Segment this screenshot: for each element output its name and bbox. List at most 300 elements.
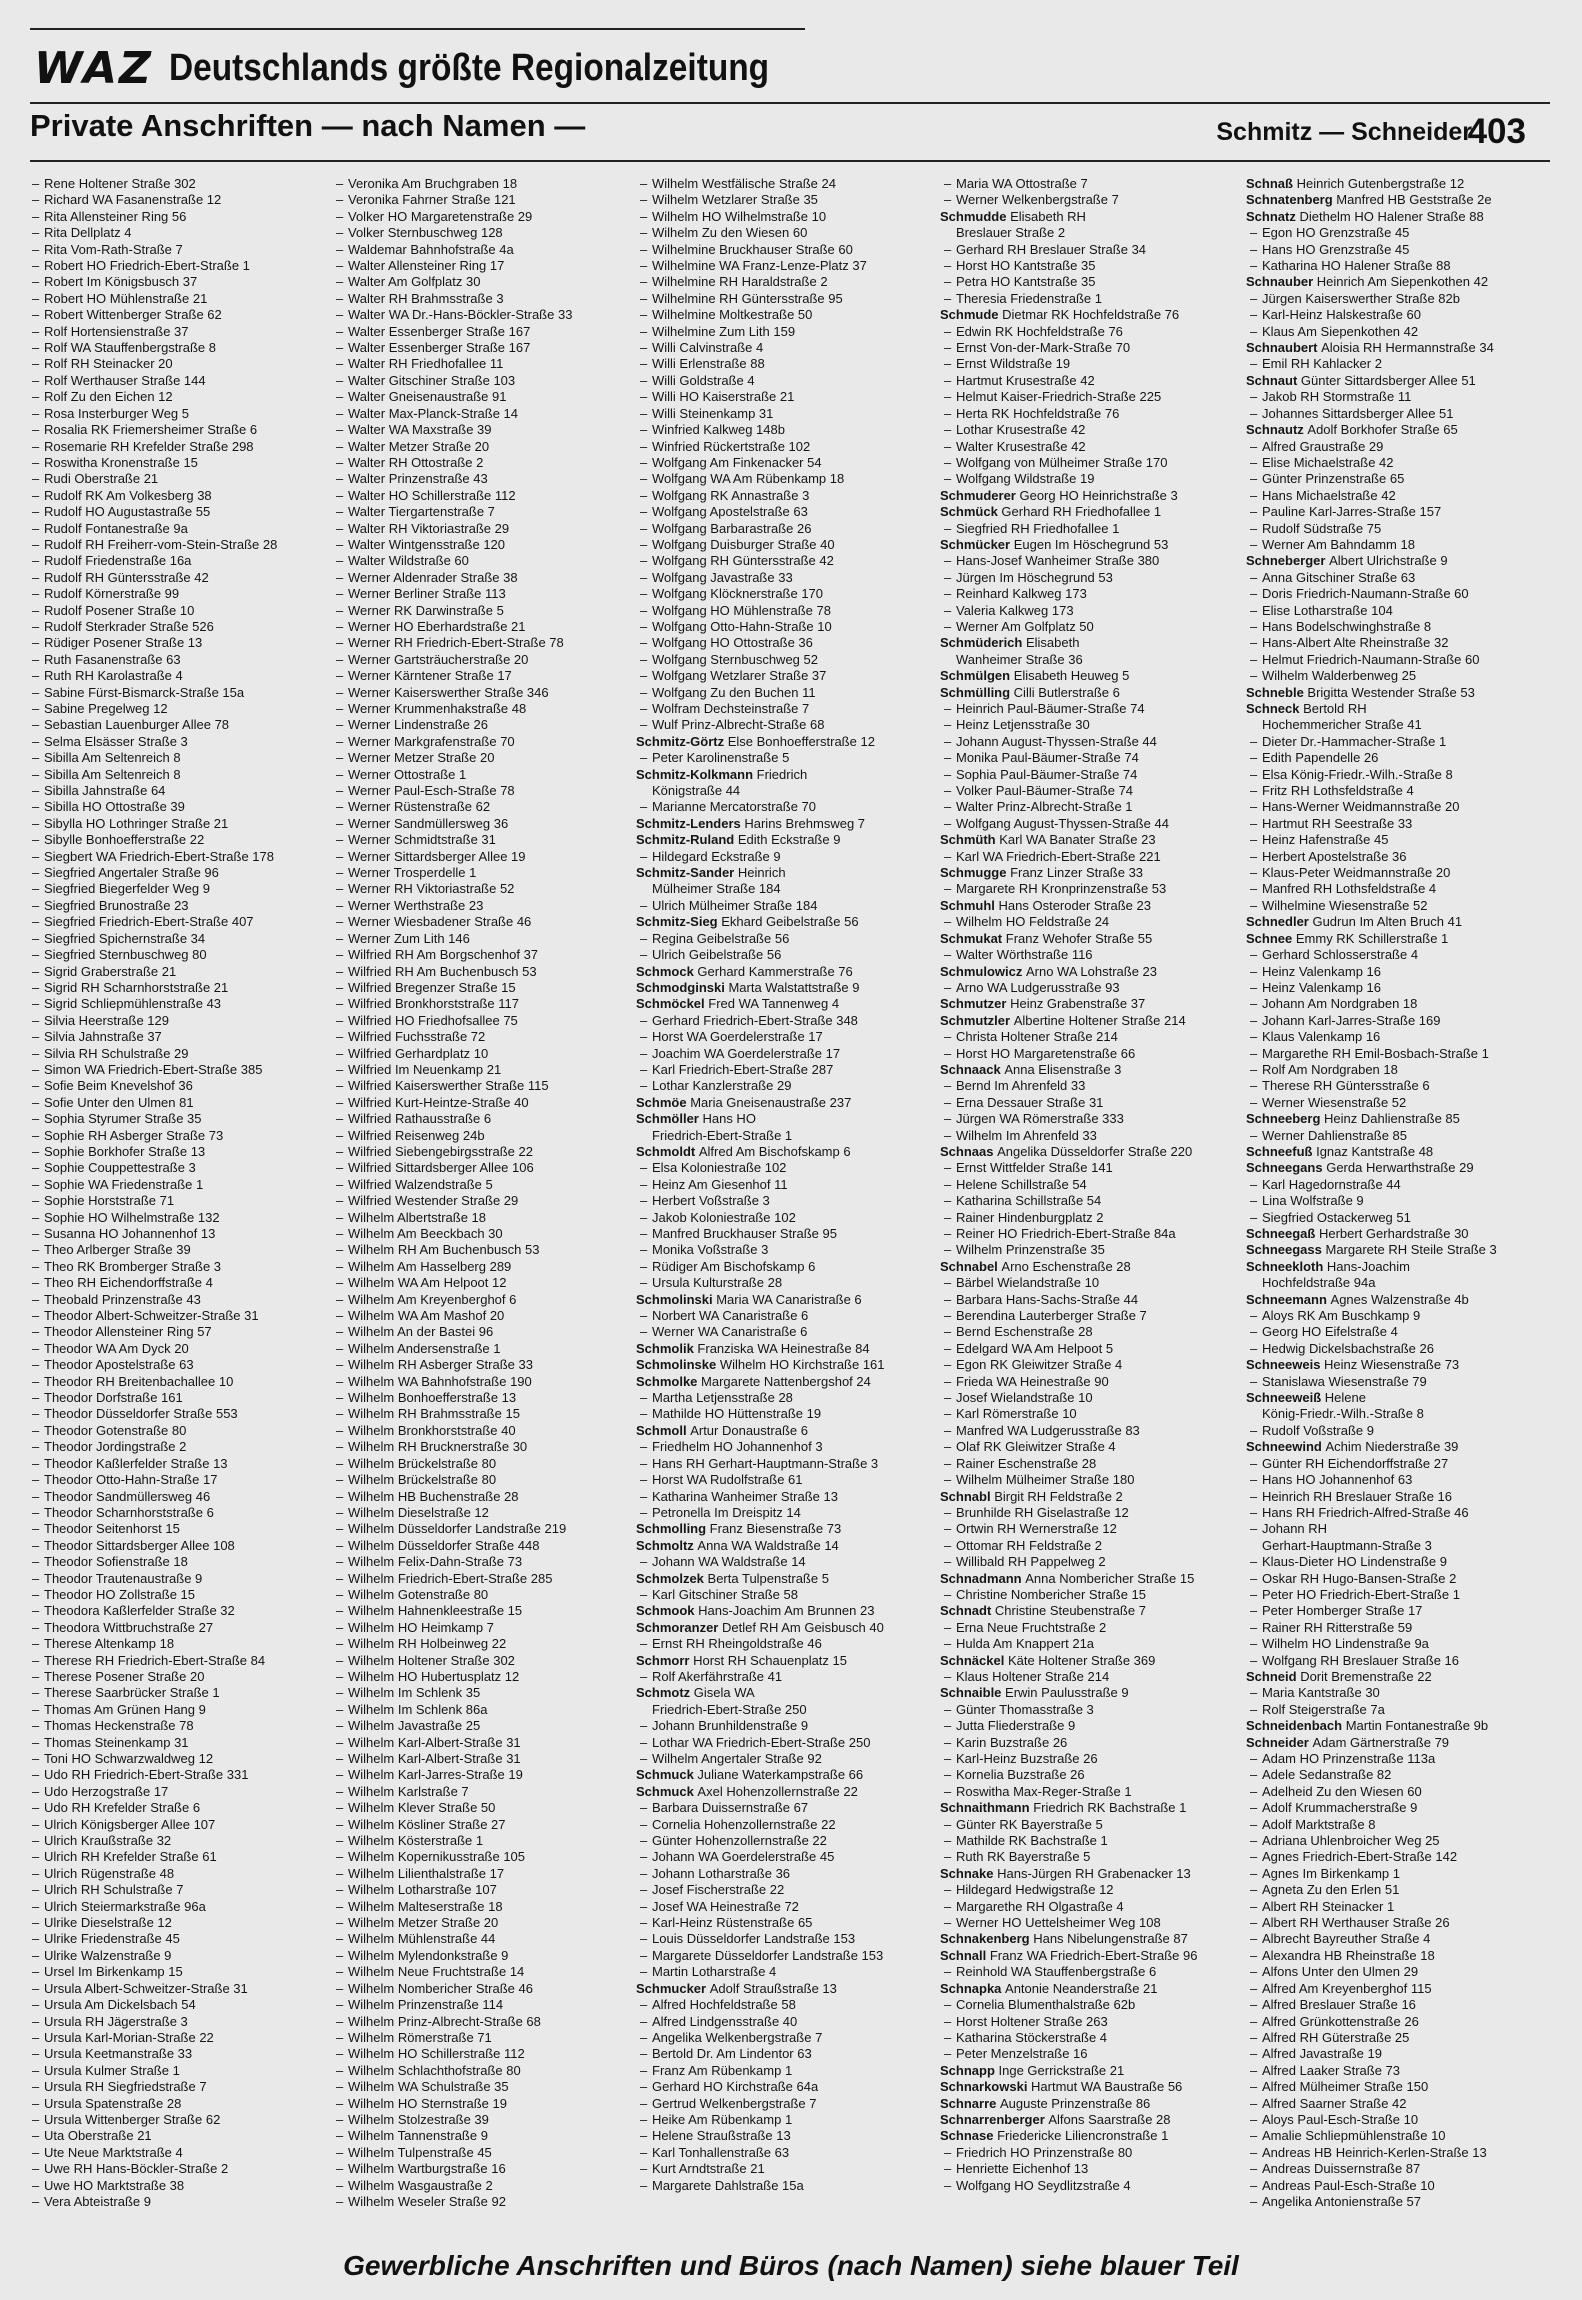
entry-dash: –	[944, 2046, 952, 2062]
entry-text: Theodor Düsseldorfer Straße 553	[44, 1406, 238, 1422]
entry-dash: –	[640, 1718, 648, 1734]
directory-entry	[332, 1784, 632, 1800]
entry-dash: –	[944, 454, 952, 470]
entry-dash: –	[32, 2095, 40, 2111]
entry-text: Wilhelm Am Kreyenberghof 6	[348, 1291, 517, 1307]
entry-text: Angelika Welkenbergstraße 7	[652, 2029, 823, 2045]
entry-dash: –	[336, 422, 344, 438]
entry-dash: –	[640, 258, 648, 274]
entry-dash: –	[336, 1997, 344, 2013]
entry-surname: Schneeberg	[1246, 1111, 1325, 1127]
entry-surname: Schmuck	[636, 1767, 698, 1783]
entry-dash: –	[336, 553, 344, 569]
entry-text: Katharina HO Halener Straße 88	[1262, 258, 1451, 274]
entry-dash: –	[640, 1406, 648, 1422]
entry-dash: –	[336, 1488, 344, 1504]
directory-entry	[940, 1931, 1240, 1947]
entry-dash: –	[336, 1078, 344, 1094]
directory-entry	[1246, 1292, 1546, 1308]
entry-dash: –	[944, 2161, 952, 2177]
entry-text: Regina Geibelstraße 56	[652, 930, 790, 946]
directory-entry	[332, 685, 632, 701]
directory-entry	[332, 1866, 632, 1882]
entry-text: Alfred Mülheimer Straße 150	[1262, 2079, 1429, 2095]
entry-dash: –	[32, 963, 40, 979]
entry-dash: –	[640, 1734, 648, 1750]
directory-entry	[28, 783, 328, 799]
entry-text: Rudolf Körnerstraße 99	[44, 586, 180, 602]
entry-text: Margarete Düsseldorfer Landstraße 153	[652, 1947, 884, 1963]
directory-entry	[636, 1062, 936, 1078]
directory-entry	[1246, 898, 1546, 914]
directory-entry	[332, 1046, 632, 1062]
directory-entry	[28, 488, 328, 504]
entry-text: Käte Holtener Straße 369	[1007, 1652, 1156, 1668]
entry-text: Walter Metzer Straße 20	[348, 438, 490, 454]
entry-text: Manfred RH Lothsfeldstraße 4	[1262, 881, 1437, 897]
entry-text: Theodor Sandmüllersweg 46	[44, 1488, 211, 1504]
entry-dash: –	[336, 1160, 344, 1176]
directory-entry	[28, 767, 328, 783]
entry-surname: Schnabel	[940, 1258, 1002, 1274]
entry-text: Hans-Joachim Am Brunnen 23	[698, 1603, 875, 1619]
directory-entry	[940, 1439, 1240, 1455]
entry-text: Ruth RK Bayerstraße 5	[956, 1849, 1091, 1865]
entry-dash: –	[944, 1586, 952, 1602]
entry-text: Reiner HO Friedrich-Ebert-Straße 84a	[956, 1226, 1176, 1241]
directory-entry	[636, 439, 936, 455]
directory-entry	[940, 307, 1240, 323]
entry-text: Wolfgang Zu den Buchen 11	[652, 684, 816, 700]
directory-entry	[332, 619, 632, 635]
entry-dash: –	[32, 1603, 40, 1619]
entry-text: Wilfried Kurt-Heintze-Straße 40	[348, 1094, 529, 1110]
directory-entry	[1246, 1505, 1546, 1521]
directory-entry	[28, 603, 328, 619]
entry-surname: Schneidenbach	[1246, 1718, 1346, 1734]
entry-dash: –	[32, 815, 40, 831]
directory-entry	[332, 1357, 632, 1373]
entry-text: Peter Karolinenstraße 5	[652, 750, 790, 766]
header-rule-bottom	[30, 160, 1550, 162]
entry-text: Franz Wehofer Straße 55	[1005, 930, 1153, 946]
directory-entry	[332, 996, 632, 1012]
entry-dash: –	[32, 553, 40, 569]
entry-dash: –	[944, 1045, 952, 1061]
entry-dash: –	[1250, 799, 1258, 815]
entry-text: Ernst Wittfelder Straße 141	[956, 1160, 1113, 1176]
directory-entry	[28, 570, 328, 586]
entry-dash: –	[336, 372, 344, 388]
entry-text: Theodor Dorfstraße 161	[44, 1390, 183, 1406]
entry-dash: –	[32, 1751, 40, 1766]
entry-text: Karl-Heinz Rüstenstraße 65	[652, 1915, 813, 1931]
entry-text: Angelika Antonienstraße 57	[1262, 2193, 1421, 2209]
directory-entry	[636, 192, 936, 208]
directory-entry	[636, 1439, 936, 1455]
directory-entry	[332, 799, 632, 815]
directory-entry	[332, 521, 632, 537]
directory-entry	[28, 1981, 328, 1997]
directory-entry	[332, 652, 632, 668]
entry-text: Walter Prinz-Albrecht-Straße 1	[956, 799, 1133, 815]
entry-dash: –	[944, 1734, 952, 1750]
directory-entry	[940, 373, 1240, 389]
entry-text: Winfried Kalkweg 148b	[652, 422, 785, 438]
entry-text: Albert Ulrichstraße 9	[1329, 553, 1448, 569]
entry-text: Werner Rüstenstraße 62	[348, 799, 491, 815]
directory-entry	[332, 471, 632, 487]
entry-dash: –	[336, 1603, 344, 1619]
entry-text: Hartmut Krusestraße 42	[956, 372, 1095, 388]
entry-text: Ignaz Kantstraße 48	[1316, 1143, 1434, 1159]
entry-text: Ortwin RH Wernerstraße 12	[956, 1521, 1117, 1537]
entry-text: Siegfried Sternbuschweg 80	[44, 947, 207, 963]
entry-dash: –	[32, 307, 40, 323]
entry-text: Theodora Wittbruchstraße 27	[44, 1619, 214, 1635]
directory-entry	[332, 1013, 632, 1029]
directory-entry	[28, 1849, 328, 1865]
directory-entry	[636, 1981, 936, 1997]
entry-text: Eugen Im Höschegrund 53	[1013, 536, 1169, 552]
directory-entry	[1246, 1735, 1546, 1751]
directory-entry	[28, 849, 328, 865]
directory-entry	[636, 2128, 936, 2144]
entry-text: Wilhelm RH Asberger Straße 33	[348, 1357, 533, 1373]
directory-entry	[28, 668, 328, 684]
directory-entry	[940, 258, 1240, 274]
entry-dash: –	[336, 865, 344, 881]
directory-entry	[1246, 881, 1546, 897]
entry-dash: –	[336, 668, 344, 684]
directory-entry	[636, 849, 936, 865]
entry-text: Georg HO Eifelstraße 4	[1262, 1324, 1398, 1340]
directory-entry	[332, 1702, 632, 1718]
directory-entry	[636, 1964, 936, 1980]
entry-dash: –	[944, 1406, 952, 1422]
directory-entry	[940, 865, 1240, 881]
directory-entry	[940, 1062, 1240, 1078]
entry-text: Mülheimer Straße 184	[652, 881, 781, 897]
directory-entry	[1246, 2030, 1546, 2046]
directory-entry	[332, 1177, 632, 1193]
entry-text: Rita Dellplatz 4	[44, 225, 132, 241]
entry-dash: –	[640, 323, 648, 339]
entry-dash: –	[640, 1751, 648, 1766]
entry-text: Petronella Im Dreispitz 14	[652, 1504, 801, 1520]
directory-entry	[636, 668, 936, 684]
directory-entry	[28, 537, 328, 553]
directory-entry	[1246, 2063, 1546, 2079]
directory-entry	[1246, 1357, 1546, 1373]
entry-surname: Schnedler	[1246, 914, 1313, 930]
entry-text: Rudolf Südstraße 75	[1262, 520, 1382, 536]
entry-text: Johann WA Waldstraße 14	[652, 1554, 806, 1570]
directory-entry	[28, 2128, 328, 2144]
entry-dash: –	[336, 2046, 344, 2062]
directory-entry	[940, 1833, 1240, 1849]
entry-text: Ulrich Steiermarkstraße 96a	[44, 1898, 206, 1914]
entry-dash: –	[640, 1209, 648, 1225]
directory-entry	[332, 2161, 632, 2177]
directory-entry	[332, 1324, 632, 1340]
entry-dash: –	[336, 635, 344, 651]
entry-dash: –	[1250, 1029, 1258, 1045]
directory-entry	[28, 439, 328, 455]
directory-entry	[940, 1505, 1240, 1521]
entry-text: Walter Wörthstraße 116	[956, 947, 1093, 963]
entry-dash: –	[1250, 2128, 1258, 2144]
entry-surname: Schmülgen	[940, 668, 1014, 684]
entry-dash: –	[32, 1668, 40, 1684]
directory-entry	[636, 373, 936, 389]
directory-entry	[332, 1751, 632, 1767]
directory-entry	[332, 1062, 632, 1078]
entry-text: Wilhelm Friedrich-Ebert-Straße 285	[348, 1570, 553, 1586]
directory-entry	[1246, 422, 1546, 438]
entry-text: Josef Fischerstraße 22	[652, 1882, 785, 1898]
directory-entry	[332, 783, 632, 799]
entry-dash: –	[944, 766, 952, 782]
entry-text: Wilhelm Hahnenkleestraße 15	[348, 1603, 523, 1619]
entry-dash: –	[640, 1586, 648, 1602]
directory-entry	[1246, 274, 1546, 290]
directory-entry	[1246, 1554, 1546, 1570]
entry-surname: Schmitz-Kolkmann	[636, 766, 757, 782]
entry-dash: –	[32, 618, 40, 634]
entry-dash: –	[32, 1258, 40, 1274]
entry-dash: –	[32, 1373, 40, 1389]
directory-entry	[28, 1029, 328, 1045]
entry-text: Louis Düsseldorfer Landstraße 153	[652, 1931, 856, 1947]
entry-dash: –	[1250, 1849, 1258, 1865]
directory-entry	[28, 2096, 328, 2112]
entry-text: Siegfried Biegerfelder Weg 9	[44, 881, 210, 897]
entry-dash: –	[336, 1668, 344, 1684]
entry-text: Gerhard Schlosserstraße 4	[1262, 947, 1419, 963]
directory-entry	[1246, 2046, 1546, 2062]
directory-entry	[28, 947, 328, 963]
entry-dash: –	[640, 2062, 648, 2078]
entry-dash: –	[640, 372, 648, 388]
entry-text: Wilhelm WA Schulstraße 35	[348, 2079, 509, 2095]
entry-text: Theo RK Bromberger Straße 3	[44, 1258, 222, 1274]
entry-dash: –	[336, 2079, 344, 2095]
entry-surname: Schmück	[940, 504, 1002, 520]
entry-dash: –	[1250, 1012, 1258, 1028]
entry-dash: –	[32, 372, 40, 388]
directory-entry	[28, 1817, 328, 1833]
directory-entry	[1246, 1882, 1546, 1898]
entry-text: Waldemar Bahnhofstraße 4a	[348, 241, 514, 257]
directory-entry	[1246, 1472, 1546, 1488]
directory-entry	[28, 471, 328, 487]
entry-text: Axel Hohenzollernstraße 22	[697, 1783, 858, 1799]
entry-text: Agnes Im Birkenkamp 1	[1262, 1865, 1401, 1881]
entry-dash: –	[1250, 602, 1258, 618]
entry-dash: –	[336, 1751, 344, 1766]
directory-entry	[636, 1095, 936, 1111]
directory-entry	[1246, 1571, 1546, 1587]
entry-dash: –	[336, 947, 344, 963]
entry-dash: –	[640, 897, 648, 913]
entry-surname: Schmolik	[636, 1340, 698, 1356]
directory-entry	[28, 1685, 328, 1701]
entry-text: Sophie Borkhofer Straße 13	[44, 1143, 206, 1159]
entry-text: Werner Gartsträucherstraße 20	[348, 651, 529, 667]
directory-entry	[940, 2014, 1240, 2030]
entry-text: Wilfried Reisenweg 24b	[348, 1127, 485, 1143]
entry-text: Johann August-Thyssen-Straße 44	[956, 733, 1157, 749]
entry-text: Wilhelm Im Schlenk 35	[348, 1685, 481, 1701]
directory-entry	[332, 455, 632, 471]
directory-entry	[1246, 1521, 1546, 1537]
directory-entry	[1246, 603, 1546, 619]
directory-entry	[636, 619, 936, 635]
directory-entry	[1246, 2096, 1546, 2112]
entry-text: Theodor Jordingstraße 2	[44, 1439, 187, 1455]
entry-text: Siegbert WA Friedrich-Ebert-Straße 178	[44, 848, 274, 864]
directory-entry	[1246, 225, 1546, 241]
entry-surname: Schneefuß	[1246, 1143, 1317, 1159]
directory-entry	[332, 1915, 632, 1931]
directory-entry	[332, 1538, 632, 1554]
entry-dash: –	[32, 1045, 40, 1061]
directory-entry	[940, 914, 1240, 930]
entry-dash: –	[336, 225, 344, 241]
entry-text: Walter RH Friedhofallee 11	[348, 356, 504, 372]
entry-dash: –	[32, 1685, 40, 1701]
directory-entry	[28, 1374, 328, 1390]
entry-text: Doris Friedrich-Naumann-Straße 60	[1262, 586, 1469, 602]
directory-entry	[28, 1013, 328, 1029]
entry-text: Heinrich Paul-Bäumer-Straße 74	[956, 701, 1145, 716]
entry-dash: –	[336, 192, 344, 208]
entry-dash: –	[32, 1226, 40, 1241]
entry-text: Robert Wittenberger Straße 62	[44, 307, 222, 323]
entry-dash: –	[640, 536, 648, 552]
entry-surname: Schmutzer	[940, 996, 1011, 1012]
entry-dash: –	[336, 504, 344, 520]
entry-text: Jürgen Im Höschegrund 53	[956, 569, 1113, 585]
entry-dash: –	[32, 290, 40, 306]
directory-entry	[636, 1242, 936, 1258]
entry-dash: –	[336, 1849, 344, 1865]
entry-text: Willi HO Kaiserstraße 21	[652, 389, 795, 405]
directory-entry	[636, 537, 936, 553]
directory-entry	[1246, 1784, 1546, 1800]
entry-dash: –	[336, 454, 344, 470]
entry-dash: –	[944, 340, 952, 356]
entry-dash: –	[336, 815, 344, 831]
entry-dash: –	[32, 2161, 40, 2177]
entry-dash: –	[32, 569, 40, 585]
entry-dash: –	[336, 1915, 344, 1931]
entry-dash: –	[640, 1816, 648, 1832]
directory-entry	[940, 1013, 1240, 1029]
directory-entry	[636, 422, 936, 438]
entry-dash: –	[944, 1209, 952, 1225]
footer-note: Gewerbliche Anschriften und Büros (nach Namen) siehe blauer Teil	[343, 2250, 1239, 2281]
directory-entry	[636, 652, 936, 668]
entry-dash: –	[640, 1176, 648, 1192]
directory-entry	[1246, 1833, 1546, 1849]
entry-dash: –	[336, 569, 344, 585]
entry-text: Bernd Eschenstraße 28	[956, 1324, 1093, 1340]
entry-text: Hochfeldstraße 94a	[1262, 1275, 1376, 1291]
directory-entry	[28, 1078, 328, 1094]
entry-dash: –	[336, 1537, 344, 1553]
directory-entry	[1246, 504, 1546, 520]
directory-entry	[636, 471, 936, 487]
entry-text: Wolfgang Wildstraße 19	[956, 471, 1095, 487]
directory-entry	[1246, 1751, 1546, 1767]
directory-entry	[28, 406, 328, 422]
entry-surname: Schnautz	[1246, 422, 1308, 438]
directory-entry	[1246, 1341, 1546, 1357]
entry-text: Cornelia Blumenthalstraße 62b	[956, 1997, 1136, 2013]
entry-dash: –	[1250, 1980, 1258, 1996]
directory-entry	[1246, 767, 1546, 783]
entry-text: Helmut Friedrich-Naumann-Straße 60	[1262, 651, 1480, 667]
entry-dash: –	[336, 783, 344, 799]
entry-text: Günter RH Eichendorffstraße 27	[1262, 1455, 1449, 1471]
directory-entry	[940, 242, 1240, 258]
entry-dash: –	[1250, 1127, 1258, 1143]
directory-entry	[332, 586, 632, 602]
entry-text: Wulf Prinz-Albrecht-Straße 68	[652, 717, 825, 733]
directory-entry	[28, 750, 328, 766]
entry-text: Klaus Valenkamp 16	[1262, 1029, 1381, 1045]
entry-text: Walter Max-Planck-Straße 14	[348, 405, 519, 421]
entry-text: Wilhelm HO Heimkamp 7	[348, 1619, 494, 1635]
entry-text: Hartmut WA Baustraße 56	[1031, 2079, 1183, 2095]
directory-entry	[940, 685, 1240, 701]
entry-dash: –	[336, 1061, 344, 1077]
entry-dash: –	[32, 340, 40, 356]
entry-text: Georg HO Heinrichstraße 3	[1019, 487, 1178, 503]
entry-text: Olaf RK Gleiwitzer Straße 4	[956, 1439, 1116, 1455]
entry-dash: –	[32, 536, 40, 552]
entry-text: Karl Gitschiner Straße 58	[652, 1586, 798, 1602]
entry-surname: Schmolinski	[636, 1291, 717, 1307]
entry-text: Ulrike Walzenstraße 9	[44, 1947, 172, 1963]
entry-text: Aloys RK Am Buschkamp 9	[1262, 1308, 1421, 1324]
directory-entry	[1246, 1899, 1546, 1915]
directory-entry	[1246, 1111, 1546, 1127]
directory-entry	[1246, 1603, 1546, 1619]
entry-text: Wilhelm Im Ahrenfeld 33	[956, 1127, 1097, 1143]
directory-entry	[332, 1193, 632, 1209]
entry-dash: –	[640, 701, 648, 716]
directory-entry	[940, 767, 1240, 783]
entry-dash: –	[32, 668, 40, 684]
directory-entry	[940, 504, 1240, 520]
directory-entry	[1246, 553, 1546, 569]
directory-entry	[636, 2145, 936, 2161]
entry-text: Wilhelm Felix-Dahn-Straße 73	[348, 1554, 523, 1570]
directory-entry	[332, 340, 632, 356]
directory-entry	[636, 389, 936, 405]
directory-entry	[332, 1948, 632, 1964]
entry-text: Karl Tonhallenstraße 63	[652, 2144, 790, 2160]
entry-dash: –	[640, 1882, 648, 1898]
directory-column-1	[28, 176, 328, 2256]
entry-text: Christa Holtener Straße 214	[956, 1029, 1118, 1045]
directory-entry	[636, 914, 936, 930]
directory-entry	[28, 619, 328, 635]
entry-text: Birgit RH Feldstraße 2	[994, 1488, 1123, 1504]
